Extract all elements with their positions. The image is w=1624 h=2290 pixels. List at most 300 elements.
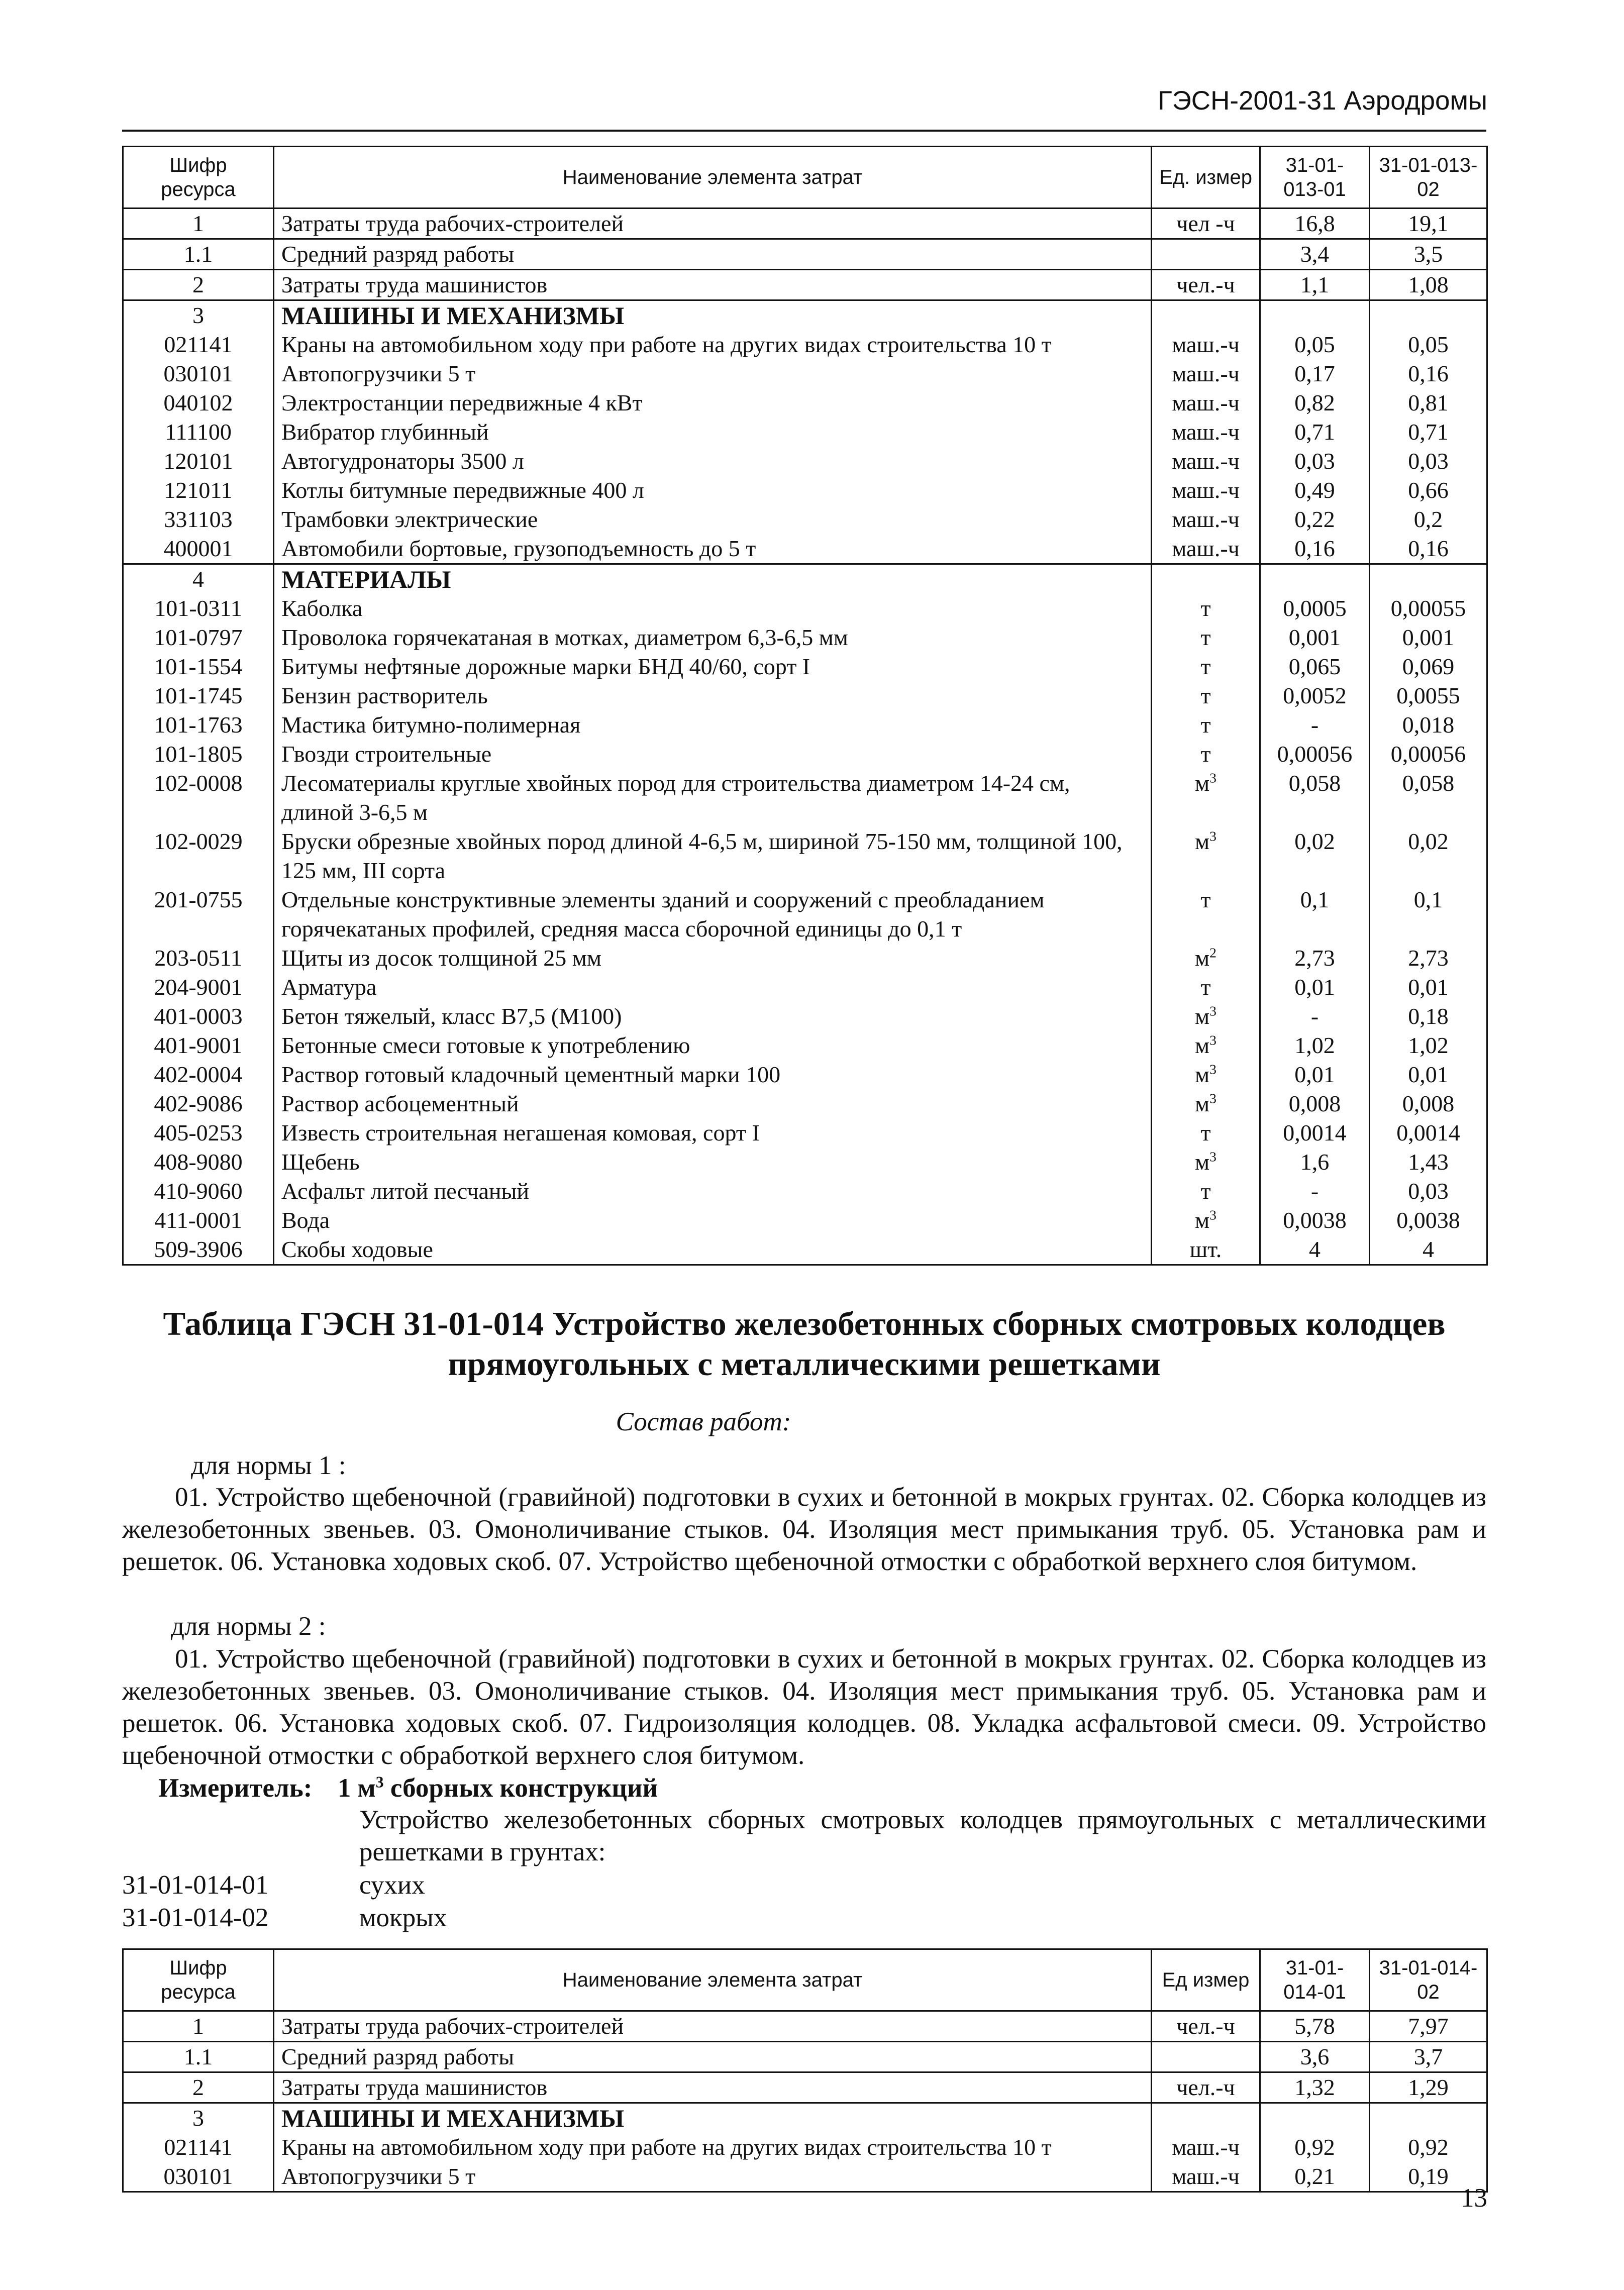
unit-exponent: 3 bbox=[1209, 1090, 1216, 1106]
value-col2: 0,001 bbox=[1370, 623, 1487, 652]
resource-name: Автопогрузчики 5 т bbox=[274, 2162, 1152, 2192]
value-col2: 0,1 bbox=[1370, 885, 1487, 944]
resource-code: 402-0004 bbox=[123, 1060, 274, 1089]
table-title: Таблица ГЭСН 31-01-014 Устройство железобетонных сборных смотровых колодцев прямоугольных с металлическими решетками bbox=[163, 1305, 1446, 1383]
table-row bbox=[123, 769, 1487, 827]
resource-name: Краны на автомобильном ходу при работе на других видах строительства 10 т bbox=[274, 330, 1152, 359]
value-col1: 1,1 bbox=[1260, 270, 1370, 300]
unit-text: чел.-ч bbox=[1176, 2074, 1235, 2100]
table-row bbox=[123, 594, 1487, 623]
unit-exponent: 3 bbox=[1209, 770, 1216, 786]
unit-text: м bbox=[1195, 1091, 1210, 1116]
value-col1: 0,03 bbox=[1260, 447, 1370, 476]
resource-name: Вибратор глубинный bbox=[274, 418, 1152, 447]
resource-name: Раствор готовый кладочный цементный марки 100 bbox=[274, 1060, 1152, 1089]
value-col1: 0,02 bbox=[1260, 827, 1370, 885]
unit-text: т bbox=[1200, 1120, 1211, 1146]
table-row bbox=[123, 1118, 1487, 1148]
value-col2 bbox=[1370, 564, 1487, 594]
norm-description: Устройство железобетонных сборных смотровых колодцев прямоугольных с металлическими решетками в грунтах: bbox=[359, 1805, 1486, 1866]
unit-text: м bbox=[1195, 1062, 1210, 1087]
norm2-text: 01. Устройство щебеночной (гравийной) подготовки в сухих и бетонной в мокрых грунтах. 02. Сборка колодцев из железобетонных звеньев. 03. Омоноличивание стыков. 04. Изоляция мест примыкания труб. 05. Установка рам и решеток. 06. Установка ходовых скоб. 07. Гидроизоляция колодцев. 08. Укладка асфальтовой смеси. 09. Устройство щебеночной отмостки с обработкой верхнего слоя битумом. bbox=[122, 1644, 1486, 1770]
table-row bbox=[123, 1002, 1487, 1031]
resource-name: Скобы ходовые bbox=[274, 1235, 1152, 1265]
unit-text: т bbox=[1200, 712, 1211, 738]
resource-unit bbox=[1152, 239, 1260, 270]
unit-text: маш.-ч bbox=[1172, 477, 1240, 503]
unit-text: м bbox=[1195, 1207, 1210, 1233]
unit-text: маш.-ч bbox=[1172, 419, 1240, 445]
value-col1: 0,1 bbox=[1260, 885, 1370, 944]
table-row bbox=[123, 652, 1487, 681]
value-col2: 2,73 bbox=[1370, 944, 1487, 973]
value-col1: 0,22 bbox=[1260, 505, 1370, 534]
header-name: Наименование элемента затрат bbox=[274, 147, 1152, 209]
unit-exponent: 3 bbox=[1209, 1149, 1216, 1165]
resource-code: 3 bbox=[123, 2103, 274, 2133]
resource-code: 2 bbox=[123, 2072, 274, 2103]
unit-exponent: 3 bbox=[1209, 1003, 1216, 1019]
value-col2: 0,81 bbox=[1370, 388, 1487, 418]
unit-text: маш.-ч bbox=[1172, 506, 1240, 532]
resource-name: Щебень bbox=[274, 1148, 1152, 1177]
value-col1: - bbox=[1260, 710, 1370, 740]
resource-name: МАШИНЫ И МЕХАНИЗМЫ bbox=[274, 300, 1152, 331]
table-row bbox=[123, 534, 1487, 564]
resource-name: Асфальт литой песчаный bbox=[274, 1177, 1152, 1206]
resource-unit bbox=[1152, 2042, 1260, 2072]
value-col1: 16,8 bbox=[1260, 209, 1370, 239]
value-col2: 0,01 bbox=[1370, 973, 1487, 1002]
resource-name: Бруски обрезные хвойных пород длиной 4-6,5 м, шириной 75-150 мм, толщиной 100, 125 мм, III сорта bbox=[274, 827, 1152, 885]
resource-name: Затраты труда рабочих-строителей bbox=[274, 2011, 1152, 2042]
resource-code: 030101 bbox=[123, 2162, 274, 2192]
unit-exponent: 3 bbox=[1209, 1061, 1216, 1077]
value-col2: 0,05 bbox=[1370, 330, 1487, 359]
resource-name: Битумы нефтяные дорожные марки БНД 40/60, сорт I bbox=[274, 652, 1152, 681]
resource-code: 101-0797 bbox=[123, 623, 274, 652]
value-col2: 0,18 bbox=[1370, 1002, 1487, 1031]
norm1-text: 01. Устройство щебеночной (гравийной) подготовки в сухих и бетонной в мокрых грунтах. 02. Сборка колодцев из железобетонных звеньев. 03. Омоноличивание стыков. 04. Изоляция мест примыкания труб. 05. Установка рам и решеток. 06. Установка ходовых скоб. 07. Устройство щебеночной отмостки с обработкой верхнего слоя битумом. bbox=[122, 1483, 1486, 1576]
resource-code: 509-3906 bbox=[123, 1235, 274, 1265]
resource-unit bbox=[1152, 1089, 1260, 1118]
resource-code: 101-0311 bbox=[123, 594, 274, 623]
resource-unit bbox=[1152, 300, 1260, 331]
resource-unit bbox=[1152, 2162, 1260, 2192]
value-col2: 19,1 bbox=[1370, 209, 1487, 239]
value-col1: 0,065 bbox=[1260, 652, 1370, 681]
resource-unit bbox=[1152, 330, 1260, 359]
table-row bbox=[123, 944, 1487, 973]
resource-unit bbox=[1152, 2133, 1260, 2162]
value-col1: 0,00056 bbox=[1260, 740, 1370, 769]
value-col2 bbox=[1370, 2103, 1487, 2133]
resource-name: Автогудронаторы 3500 л bbox=[274, 447, 1152, 476]
table-row bbox=[123, 418, 1487, 447]
resource-name: Бетон тяжелый, класс В7,5 (М100) bbox=[274, 1002, 1152, 1031]
value-col1: 0,82 bbox=[1260, 388, 1370, 418]
table-row bbox=[123, 359, 1487, 388]
resource-unit bbox=[1152, 476, 1260, 505]
resource-name: Средний разряд работы bbox=[274, 239, 1152, 270]
unit-text: маш.-ч bbox=[1172, 448, 1240, 474]
resource-code: 401-9001 bbox=[123, 1031, 274, 1060]
value-col2: 0,19 bbox=[1370, 2162, 1487, 2192]
variant-code-1: 31-01-014-01 bbox=[122, 1870, 269, 1900]
value-col1: 0,058 bbox=[1260, 769, 1370, 827]
resource-code: 1 bbox=[123, 209, 274, 239]
resource-name: Краны на автомобильном ходу при работе на других видах строительства 10 т bbox=[274, 2133, 1152, 2162]
unit-text: м bbox=[1195, 945, 1210, 971]
value-col1: 3,4 bbox=[1260, 239, 1370, 270]
resource-unit bbox=[1152, 769, 1260, 827]
resource-unit bbox=[1152, 944, 1260, 973]
variant-label-1: сухих bbox=[359, 1870, 425, 1900]
unit-exponent: 3 bbox=[1209, 828, 1216, 844]
value-col2: 0,0014 bbox=[1370, 1118, 1487, 1148]
resource-unit bbox=[1152, 885, 1260, 944]
table-row bbox=[123, 505, 1487, 534]
resource-code: 040102 bbox=[123, 388, 274, 418]
resource-code: 331103 bbox=[123, 505, 274, 534]
value-col2: 0,0038 bbox=[1370, 1206, 1487, 1235]
resource-unit bbox=[1152, 710, 1260, 740]
resource-name: Затраты труда машинистов bbox=[274, 2072, 1152, 2103]
resource-code: 101-1805 bbox=[123, 740, 274, 769]
resource-name: Каболка bbox=[274, 594, 1152, 623]
unit-text: т bbox=[1200, 595, 1211, 621]
resource-unit bbox=[1152, 505, 1260, 534]
value-col1 bbox=[1260, 2103, 1370, 2133]
header-unit: Ед. измер bbox=[1152, 147, 1260, 209]
value-col2: 4 bbox=[1370, 1235, 1487, 1265]
table-row bbox=[123, 2133, 1487, 2162]
unit-exponent: 2 bbox=[1209, 945, 1216, 961]
value-col1: 3,6 bbox=[1260, 2042, 1370, 2072]
header-col2: 31-01-014-02 bbox=[1370, 1949, 1487, 2011]
value-col1 bbox=[1260, 300, 1370, 331]
unit-text: маш.-ч bbox=[1172, 2163, 1240, 2189]
value-col2: 3,7 bbox=[1370, 2042, 1487, 2072]
resource-code: 101-1554 bbox=[123, 652, 274, 681]
resource-code: 401-0003 bbox=[123, 1002, 274, 1031]
table-row bbox=[123, 209, 1487, 239]
resource-code: 402-9086 bbox=[123, 1089, 274, 1118]
resource-name: Известь строительная негашеная комовая, сорт I bbox=[274, 1118, 1152, 1148]
value-col2: 0,0055 bbox=[1370, 681, 1487, 710]
resource-code: 2 bbox=[123, 270, 274, 300]
resource-code: 1.1 bbox=[123, 2042, 274, 2072]
table-row bbox=[123, 1148, 1487, 1177]
resource-code: 101-1763 bbox=[123, 710, 274, 740]
value-col1: 0,0038 bbox=[1260, 1206, 1370, 1235]
variant-label-2: мокрых bbox=[359, 1903, 447, 1932]
resource-code: 120101 bbox=[123, 447, 274, 476]
value-col2: 0,01 bbox=[1370, 1060, 1487, 1089]
header-unit: Ед измер bbox=[1152, 1949, 1260, 2011]
value-col1: 0,21 bbox=[1260, 2162, 1370, 2192]
value-col1: 0,16 bbox=[1260, 534, 1370, 564]
resource-unit bbox=[1152, 740, 1260, 769]
resource-code: 1 bbox=[123, 2011, 274, 2042]
resource-unit bbox=[1152, 1060, 1260, 1089]
running-header: ГЭСН-2001-31 Аэродромы bbox=[1158, 86, 1487, 116]
table-row bbox=[123, 710, 1487, 740]
resource-unit bbox=[1152, 2011, 1260, 2042]
table-row bbox=[123, 2011, 1487, 2042]
value-col1: 0,001 bbox=[1260, 623, 1370, 652]
table-row bbox=[123, 623, 1487, 652]
header-col1: 31-01-014-01 bbox=[1260, 1949, 1370, 2011]
value-col1: 0,01 bbox=[1260, 973, 1370, 1002]
resource-unit bbox=[1152, 1148, 1260, 1177]
table-row bbox=[123, 973, 1487, 1002]
resource-name: Лесоматериалы круглые хвойных пород для строительства диаметром 14-24 см, длиной 3-6,5 м bbox=[274, 769, 1152, 827]
value-col2: 0,018 bbox=[1370, 710, 1487, 740]
resource-unit bbox=[1152, 388, 1260, 418]
table-row bbox=[123, 388, 1487, 418]
resource-code: 411-0001 bbox=[123, 1206, 274, 1235]
meter-value: 1 $м^3$ сборных конструкций bbox=[337, 1773, 658, 1803]
value-col2: 0,03 bbox=[1370, 1177, 1487, 1206]
resource-code: 3 bbox=[123, 300, 274, 331]
table-row bbox=[123, 2072, 1487, 2103]
resource-code: 030101 bbox=[123, 359, 274, 388]
value-col2: 0,92 bbox=[1370, 2133, 1487, 2162]
resource-name: Мастика битумно-полимерная bbox=[274, 710, 1152, 740]
resource-unit bbox=[1152, 418, 1260, 447]
table-row bbox=[123, 740, 1487, 769]
unit-exponent: 3 bbox=[1209, 1032, 1216, 1048]
table-row bbox=[123, 1089, 1487, 1118]
unit-text: м bbox=[1195, 828, 1210, 854]
table-row bbox=[123, 447, 1487, 476]
unit-exponent: 3 bbox=[1209, 1207, 1216, 1223]
unit-text: м bbox=[1195, 1032, 1210, 1058]
variant-code-2: 31-01-014-02 bbox=[122, 1903, 269, 1932]
header-code: Шифр ресурса bbox=[123, 147, 274, 209]
resource-name: Средний разряд работы bbox=[274, 2042, 1152, 2072]
table-row bbox=[123, 1235, 1487, 1265]
resource-unit bbox=[1152, 623, 1260, 652]
resource-code: 204-9001 bbox=[123, 973, 274, 1002]
table-row bbox=[123, 2162, 1487, 2192]
resource-name: Гвозди строительные bbox=[274, 740, 1152, 769]
resource-table-014 bbox=[122, 1948, 1488, 2193]
value-col2: 1,43 bbox=[1370, 1148, 1487, 1177]
unit-text: чел.-ч bbox=[1176, 272, 1235, 297]
resource-unit bbox=[1152, 447, 1260, 476]
resource-code: 408-9080 bbox=[123, 1148, 274, 1177]
value-col2: 0,2 bbox=[1370, 505, 1487, 534]
resource-unit bbox=[1152, 681, 1260, 710]
resource-unit bbox=[1152, 1235, 1260, 1265]
resource-code: 405-0253 bbox=[123, 1118, 274, 1148]
unit-text: маш.-ч bbox=[1172, 390, 1240, 415]
value-col2: 1,29 bbox=[1370, 2072, 1487, 2103]
meter-label: Измеритель: bbox=[158, 1774, 313, 1803]
meter-line bbox=[158, 1772, 658, 1804]
table-row bbox=[123, 270, 1487, 300]
resource-unit bbox=[1152, 209, 1260, 239]
header-col1: 31-01-013-01 bbox=[1260, 147, 1370, 209]
resource-name: Проволока горячекатаная в мотках, диаметром 6,3-6,5 мм bbox=[274, 623, 1152, 652]
unit-text: м bbox=[1195, 1149, 1210, 1175]
composition-heading: Состав работ: bbox=[616, 1407, 791, 1436]
unit-text: т bbox=[1200, 654, 1211, 679]
resource-table-013 bbox=[122, 146, 1488, 1266]
resource-unit bbox=[1152, 1177, 1260, 1206]
header-code: Шифр ресурса bbox=[123, 1949, 274, 2011]
resource-code: 111100 bbox=[123, 418, 274, 447]
value-col1: 0,008 bbox=[1260, 1089, 1370, 1118]
value-col1: 0,05 bbox=[1260, 330, 1370, 359]
unit-text: м bbox=[1195, 770, 1210, 796]
value-col2: 3,5 bbox=[1370, 239, 1487, 270]
unit-text: чел -ч bbox=[1176, 211, 1235, 236]
resource-name: Раствор асбоцементный bbox=[274, 1089, 1152, 1118]
resource-unit bbox=[1152, 652, 1260, 681]
value-col2: 0,058 bbox=[1370, 769, 1487, 827]
resource-code: 4 bbox=[123, 564, 274, 594]
table-row bbox=[123, 681, 1487, 710]
value-col2: 0,069 bbox=[1370, 652, 1487, 681]
resource-name: МАТЕРИАЛЫ bbox=[274, 564, 1152, 594]
resource-unit bbox=[1152, 2103, 1260, 2133]
resource-unit bbox=[1152, 2072, 1260, 2103]
value-col1: 1,32 bbox=[1260, 2072, 1370, 2103]
value-col2: 0,00055 bbox=[1370, 594, 1487, 623]
resource-code: 102-0008 bbox=[123, 769, 274, 827]
value-col2: 1,02 bbox=[1370, 1031, 1487, 1060]
resource-unit bbox=[1152, 594, 1260, 623]
value-col1: 0,92 bbox=[1260, 2133, 1370, 2162]
unit-text: маш.-ч bbox=[1172, 361, 1240, 386]
value-col2: 0,66 bbox=[1370, 476, 1487, 505]
table-row bbox=[123, 239, 1487, 270]
table-header-row bbox=[123, 1949, 1487, 2011]
resource-name: Электростанции передвижные 4 кВт bbox=[274, 388, 1152, 418]
unit-text: т bbox=[1200, 624, 1211, 650]
value-col1: 0,17 bbox=[1260, 359, 1370, 388]
resource-code: 410-9060 bbox=[123, 1177, 274, 1206]
value-col2: 0,16 bbox=[1370, 359, 1487, 388]
resource-code: 102-0029 bbox=[123, 827, 274, 885]
unit-text: т bbox=[1200, 1178, 1211, 1204]
resource-name: Вода bbox=[274, 1206, 1152, 1235]
value-col1: 0,0005 bbox=[1260, 594, 1370, 623]
value-col1: - bbox=[1260, 1177, 1370, 1206]
value-col1: 0,01 bbox=[1260, 1060, 1370, 1089]
resource-unit bbox=[1152, 359, 1260, 388]
resource-name: Бетонные смеси готовые к употреблению bbox=[274, 1031, 1152, 1060]
table-row bbox=[123, 564, 1487, 594]
value-col2 bbox=[1370, 300, 1487, 331]
value-col1: 4 bbox=[1260, 1235, 1370, 1265]
table-row bbox=[123, 885, 1487, 944]
value-col1: 2,73 bbox=[1260, 944, 1370, 973]
resource-unit bbox=[1152, 564, 1260, 594]
resource-code: 400001 bbox=[123, 534, 274, 564]
value-col2: 0,00056 bbox=[1370, 740, 1487, 769]
value-col2: 0,16 bbox=[1370, 534, 1487, 564]
norm1-label: для нормы 1 : bbox=[191, 1451, 346, 1480]
table-row bbox=[123, 2042, 1487, 2072]
resource-name: Отдельные конструктивные элементы зданий и сооружений с преобладанием горячекатаных профилей, средняя масса сборочной единицы до 0,1 т bbox=[274, 885, 1152, 944]
resource-unit bbox=[1152, 1206, 1260, 1235]
resource-code: 201-0755 bbox=[123, 885, 274, 944]
resource-name: Арматура bbox=[274, 973, 1152, 1002]
value-col1: 0,49 bbox=[1260, 476, 1370, 505]
table-row bbox=[123, 1060, 1487, 1089]
resource-code: 1.1 bbox=[123, 239, 274, 270]
resource-unit bbox=[1152, 1031, 1260, 1060]
resource-name: Щиты из досок толщиной 25 мм bbox=[274, 944, 1152, 973]
table-row bbox=[123, 1031, 1487, 1060]
resource-name: Затраты труда рабочих-строителей bbox=[274, 209, 1152, 239]
value-col1: 0,0014 bbox=[1260, 1118, 1370, 1148]
value-col1: 1,02 bbox=[1260, 1031, 1370, 1060]
table-row bbox=[123, 1206, 1487, 1235]
table-row bbox=[123, 476, 1487, 505]
unit-text: маш.-ч bbox=[1172, 332, 1240, 357]
resource-unit bbox=[1152, 827, 1260, 885]
resource-code: 101-1745 bbox=[123, 681, 274, 710]
unit-text: м bbox=[1195, 1003, 1210, 1029]
value-col1: 1,6 bbox=[1260, 1148, 1370, 1177]
resource-name: Котлы битумные передвижные 400 л bbox=[274, 476, 1152, 505]
value-col1: - bbox=[1260, 1002, 1370, 1031]
resource-code: 121011 bbox=[123, 476, 274, 505]
resource-code: 203-0511 bbox=[123, 944, 274, 973]
value-col2: 0,71 bbox=[1370, 418, 1487, 447]
value-col2: 0,02 bbox=[1370, 827, 1487, 885]
resource-name: Бензин растворитель bbox=[274, 681, 1152, 710]
value-col2: 0,03 bbox=[1370, 447, 1487, 476]
resource-name: Автопогрузчики 5 т bbox=[274, 359, 1152, 388]
unit-text: т bbox=[1200, 741, 1211, 767]
header-col2: 31-01-013-02 bbox=[1370, 147, 1487, 209]
resource-unit bbox=[1152, 534, 1260, 564]
table-row bbox=[123, 827, 1487, 885]
resource-name: МАШИНЫ И МЕХАНИЗМЫ bbox=[274, 2103, 1152, 2133]
norm2-label: для нормы 2 : bbox=[171, 1612, 326, 1641]
resource-unit bbox=[1152, 973, 1260, 1002]
header-rule bbox=[122, 130, 1486, 132]
value-col2: 1,08 bbox=[1370, 270, 1487, 300]
resource-name: Трамбовки электрические bbox=[274, 505, 1152, 534]
value-col1: 5,78 bbox=[1260, 2011, 1370, 2042]
resource-unit bbox=[1152, 1118, 1260, 1148]
table-row bbox=[123, 2103, 1487, 2133]
value-col1: 0,71 bbox=[1260, 418, 1370, 447]
unit-text: маш.-ч bbox=[1172, 2134, 1240, 2160]
resource-name: Затраты труда машинистов bbox=[274, 270, 1152, 300]
resource-name: Автомобили бортовые, грузоподъемность до 5 т bbox=[274, 534, 1152, 564]
unit-text: т bbox=[1200, 887, 1211, 912]
value-col1 bbox=[1260, 564, 1370, 594]
table-row bbox=[123, 300, 1487, 331]
resource-unit bbox=[1152, 1002, 1260, 1031]
resource-code: 021141 bbox=[123, 330, 274, 359]
value-col1: 0,0052 bbox=[1260, 681, 1370, 710]
header-name: Наименование элемента затрат bbox=[274, 1949, 1152, 2011]
unit-text: маш.-ч bbox=[1172, 536, 1240, 561]
unit-text: т bbox=[1200, 683, 1211, 708]
table-row bbox=[123, 330, 1487, 359]
value-col2: 0,008 bbox=[1370, 1089, 1487, 1118]
resource-unit bbox=[1152, 270, 1260, 300]
